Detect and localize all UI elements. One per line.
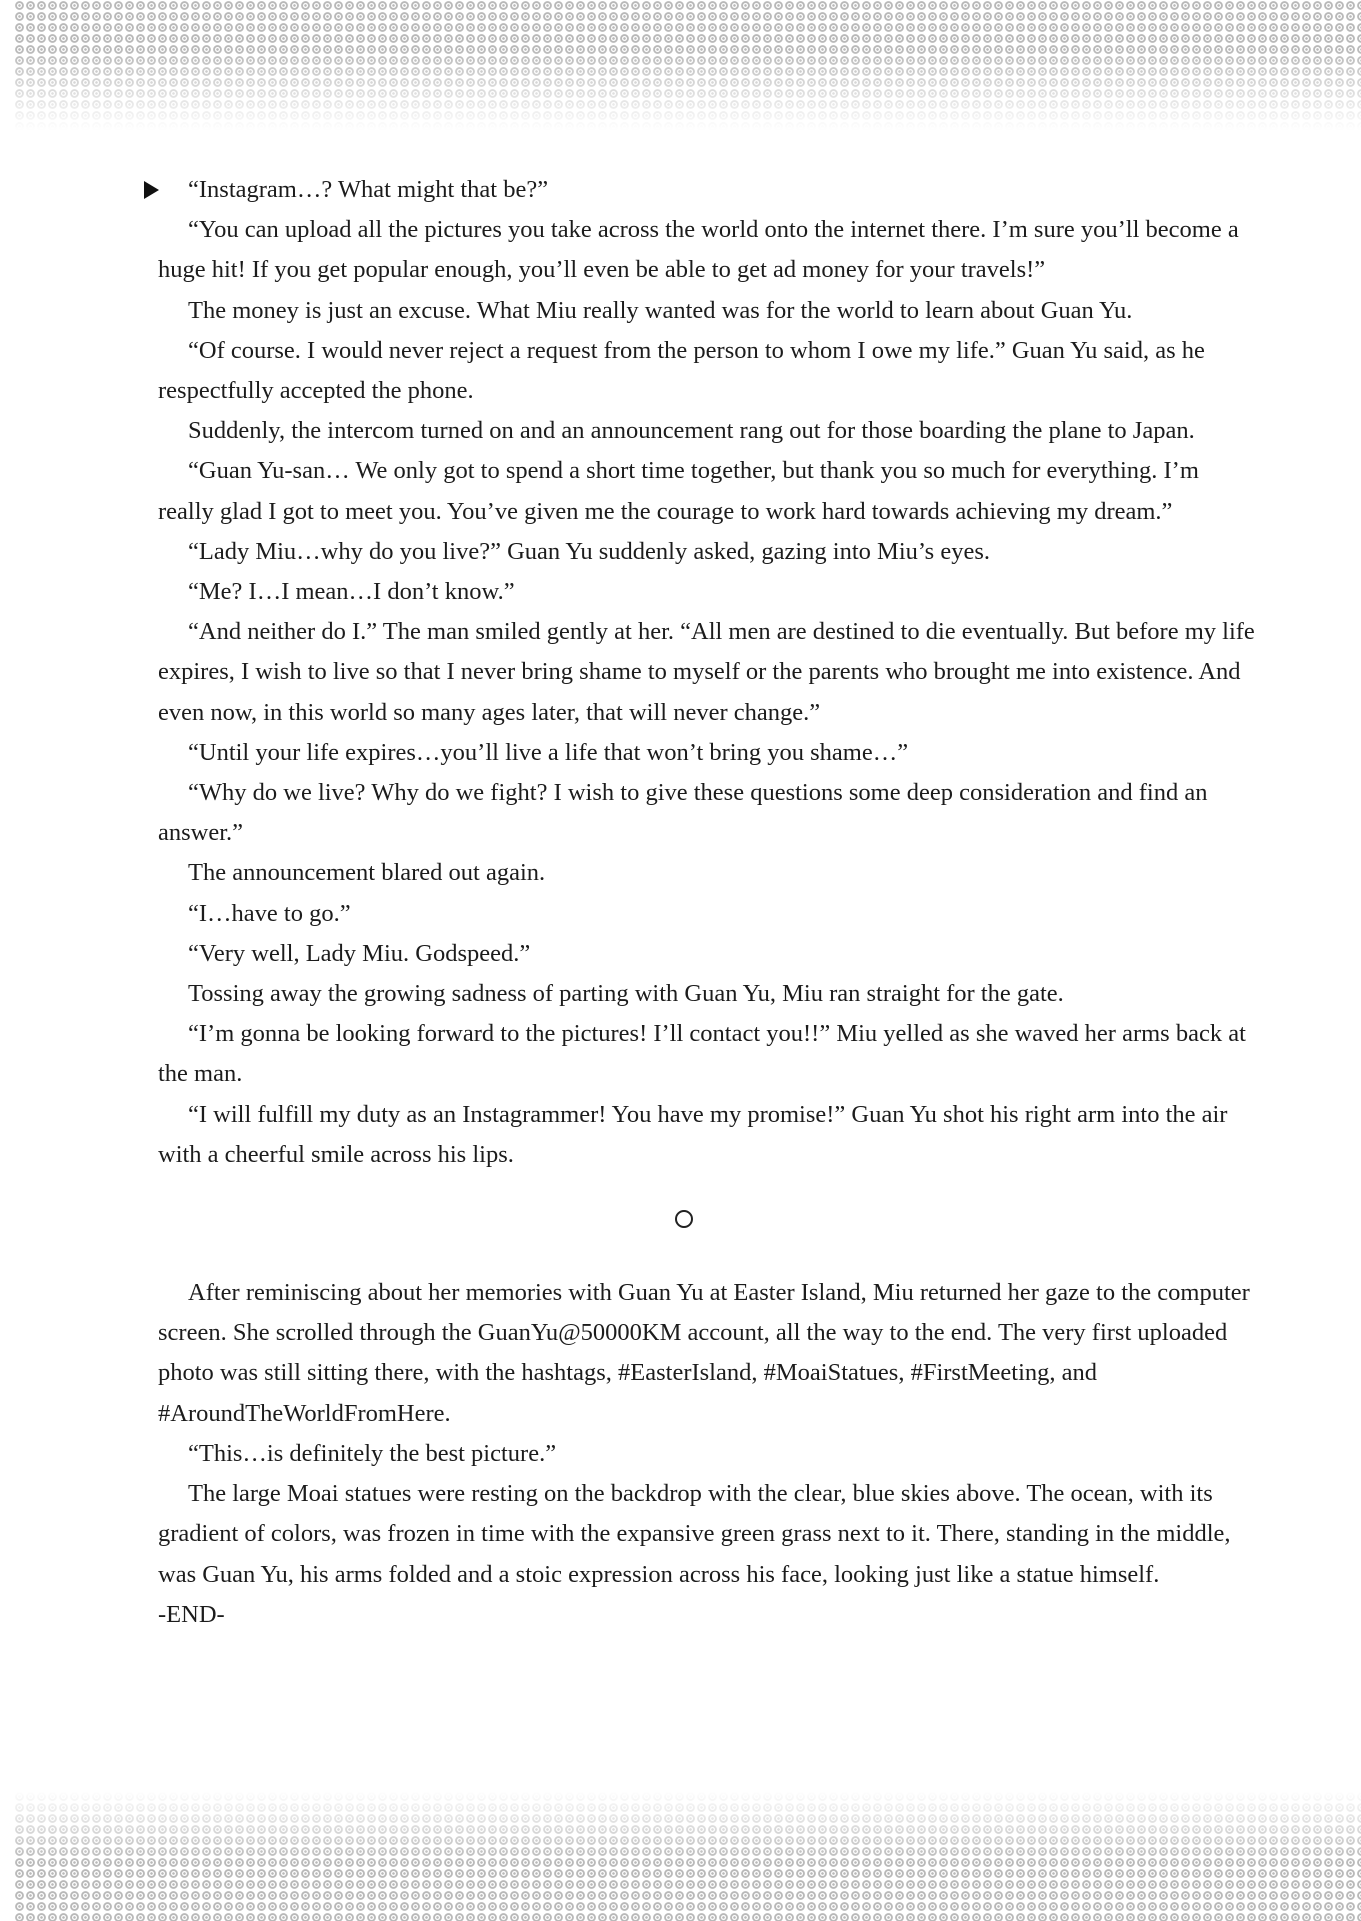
page-body bbox=[158, 170, 1256, 1635]
decorative-pattern-bottom bbox=[14, 1791, 1361, 1921]
paragraph: “You can upload all the pictures you take across the world onto the internet there. I’m sure you’ll become a huge hit! If you get popular enough, you’ll even be able to get ad money for your travels!” bbox=[158, 216, 1239, 284]
paragraph: “This…is definitely the best picture.” bbox=[188, 1439, 557, 1467]
paragraph: “Until your life expires…you’ll live a life that won’t bring you shame…” bbox=[188, 738, 909, 766]
end-mark: -END- bbox=[158, 1600, 225, 1628]
paragraph: “I…have to go.” bbox=[188, 899, 351, 927]
play-triangle-icon bbox=[144, 181, 159, 199]
scene-break bbox=[158, 1175, 1256, 1253]
paragraph: “Me? I…I mean…I don’t know.” bbox=[188, 578, 515, 606]
paragraph: “Very well, Lady Miu. Godspeed.” bbox=[188, 939, 531, 967]
paragraph: “And neither do I.” The man smiled gently at her. “All men are destined to die eventually. But before my life expires, I wish to live so that I never bring shame to myself or the parents who brought me into existence. And even now, in this world so many ages later, that will never change.” bbox=[158, 618, 1255, 726]
section-one bbox=[158, 170, 1256, 1175]
paragraph: The announcement blared out again. bbox=[188, 859, 546, 887]
paragraph: The money is just an excuse. What Miu really wanted was for the world to learn about Guan Yu. bbox=[188, 296, 1133, 324]
paragraph: After reminiscing about her memories with Guan Yu at Easter Island, Miu returned her gaze to the computer screen. She scrolled through the GuanYu@50000KM account, all the way to the end. The very first uploaded photo was still sitting there, with the hashtags, #EasterIsland, #MoaiStatues, #FirstMeeting, and #AroundTheWorldFromHere. bbox=[158, 1279, 1250, 1427]
paragraph: “Guan Yu-san… We only got to spend a short time together, but thank you so much for everything. I’m really glad I got to meet you. You’ve given me the courage to work hard towards achieving my dream.” bbox=[158, 457, 1199, 525]
paragraph-text: “Instagram…? What might that be?” bbox=[188, 176, 549, 203]
paragraph: “Of course. I would never reject a request from the person to whom I owe my life.” Guan Yu said, as he respectfully accepted the phone. bbox=[158, 336, 1205, 405]
paragraph bbox=[158, 170, 1256, 210]
paragraph: Suddenly, the intercom turned on and an announcement rang out for those boarding the plane to Japan. bbox=[188, 417, 1195, 445]
decorative-pattern-top bbox=[14, 0, 1361, 130]
section-two bbox=[158, 1253, 1256, 1635]
circle-icon bbox=[675, 1210, 693, 1228]
paragraph: “I will fulfill my duty as an Instagrammer! You have my promise!” Guan Yu shot his right arm into the air with a cheerful smile across his lips. bbox=[158, 1100, 1228, 1168]
paragraph: Tossing away the growing sadness of parting with Guan Yu, Miu ran straight for the gate. bbox=[188, 980, 1064, 1008]
paragraph: The large Moai statues were resting on the backdrop with the clear, blue skies above. The ocean, with its gradient of colors, was frozen in time with the expansive green grass next to it. There, standing in the middle, was Guan Yu, his arms folded and a stoic expression across his face, looking just like a statue himself. bbox=[158, 1480, 1231, 1588]
paragraph: “I’m gonna be looking forward to the pictures! I’ll contact you!!” Miu yelled as she waved her arms back at the man. bbox=[158, 1020, 1246, 1088]
paragraph: “Lady Miu…why do you live?” Guan Yu suddenly asked, gazing into Miu’s eyes. bbox=[188, 537, 991, 565]
paragraph: “Why do we live? Why do we fight? I wish to give these questions some deep consideration and find an answer.” bbox=[158, 779, 1208, 847]
